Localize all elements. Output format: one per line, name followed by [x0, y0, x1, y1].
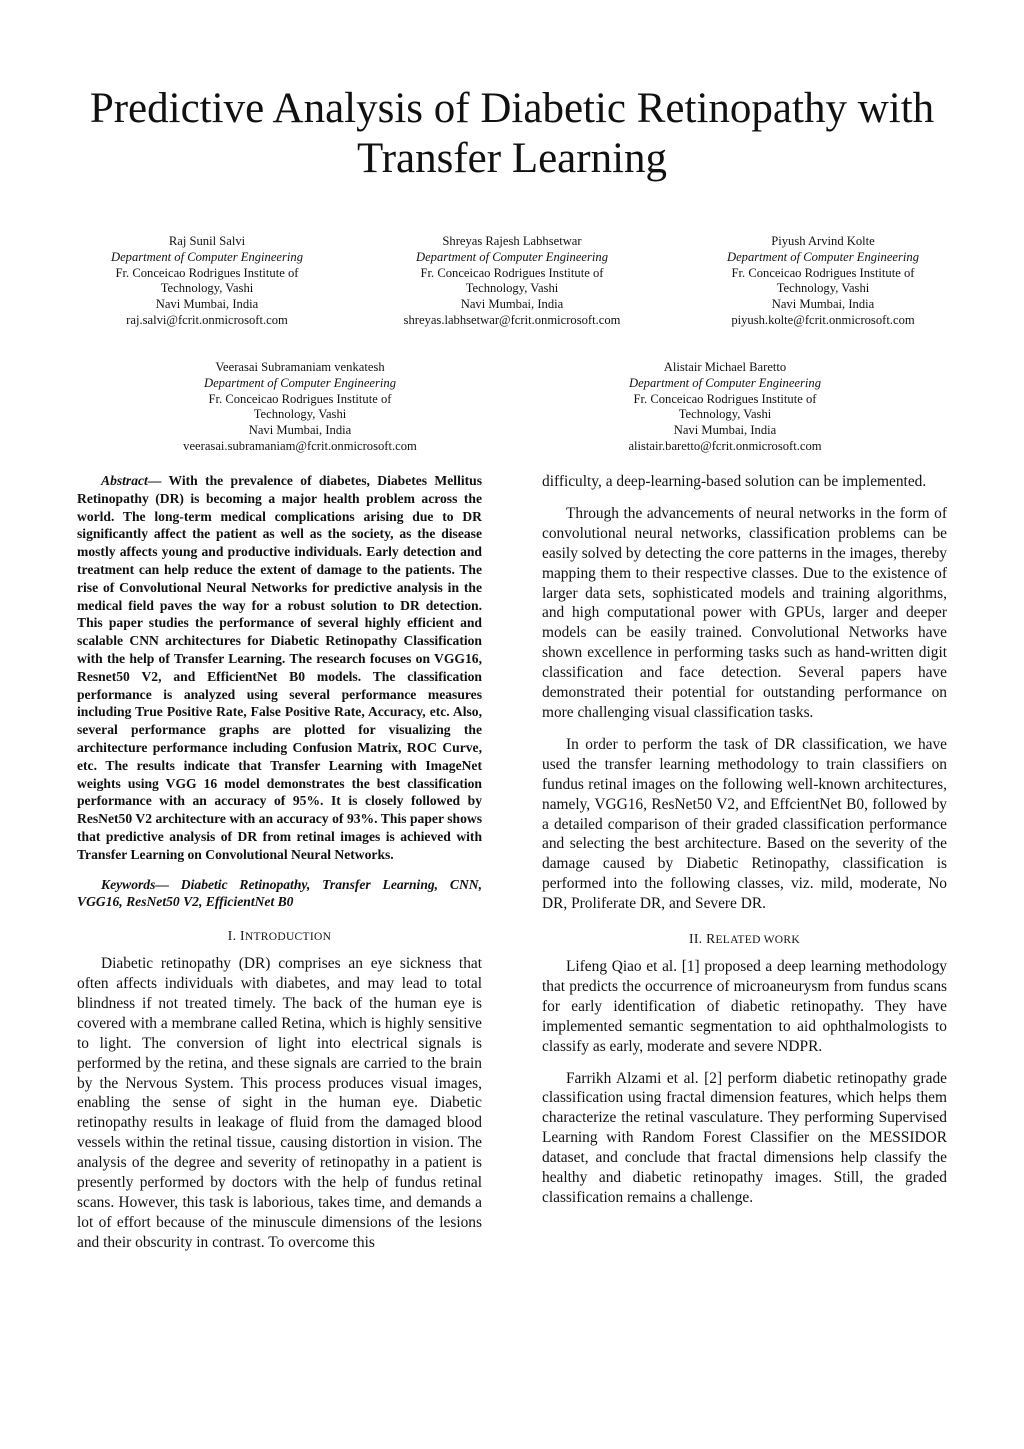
abstract [77, 472, 482, 864]
section-number: II. [689, 931, 703, 947]
author-inst: Technology, Vashi [678, 407, 772, 422]
left-column [77, 472, 482, 1265]
author-block-5 [575, 360, 875, 455]
author-email[interactable]: shreyas.labhsetwar@fcrit.onmicrosoft.com [403, 312, 621, 327]
abstract-lead: Abstract— [101, 473, 162, 488]
section-title-first: I [240, 928, 245, 944]
author-name: Shreyas Rajesh Labhsetwar [442, 234, 582, 248]
intro-paragraph-3: In order to perform the task of DR classification, we have used the transfer learning methodology to train classifiers on fundus retinal images on the following well-known architectures, namely, VGG16, ResNet50 V2, and EffcientNet B0, followed by a detailed comparison of their graded classification performance and selecting the best architecture. Based on the severity of the damage caused by Diabetic Retinopathy, classification is performed into the following classes, viz. mild, moderate, No DR, Proliferate DR, and Severe DR. [542, 735, 947, 913]
author-inst: Fr. Conceicao Rodrigues Institute of [633, 391, 817, 406]
author-inst: Fr. Conceicao Rodrigues Institute of [208, 391, 392, 406]
author-inst: Fr. Conceicao Rodrigues Institute of [731, 265, 915, 280]
author-location: Navi Mumbai, India [155, 297, 259, 312]
paper-title [60, 84, 964, 184]
author-dept: Department of Computer Engineering [110, 249, 304, 264]
author-name: Piyush Arvind Kolte [771, 234, 875, 248]
section-title-rest: ELATED WORK [715, 934, 800, 947]
keywords: Keywords— Diabetic Retinopathy, Transfer Learning, CNN, VGG16, ResNet50 V2, EfficientNet B0 [77, 876, 482, 910]
author-dept: Department of Computer Engineering [203, 375, 397, 390]
section-title-first: R [706, 931, 716, 947]
author-email[interactable]: raj.salvi@fcrit.onmicrosoft.com [126, 312, 288, 327]
author-dept: Department of Computer Engineering [726, 249, 920, 264]
author-name: Alistair Michael Baretto [663, 360, 787, 374]
intro-paragraph-2: Through the advancements of neural networks in the form of convolutional neural networks, classification problems can be easily solved by detecting the core patterns in the images, thereby mapping them to their respective classes. Due to the existence of larger data sets, sophisticated models and training algorithms, and high computational power with GPUs, larger and deeper models can be easily trained. Convolutional Networks have shown excellence in performing tasks such as hand-written digit classification and face detection. Several papers have demonstrated their potential for outstanding performance on more challenging visual classification tasks. [542, 504, 947, 721]
related-paragraph-1: Lifeng Qiao et al. [1] proposed a deep learning methodology that predicts the occurrence of microaneurysm from fundus scans for early identification of diabetic retinopathy. They have implemented semantic segmentation to aid ophthalmologists to classify as early, moderate and severe NDPR. [542, 958, 947, 1055]
author-inst: Fr. Conceicao Rodrigues Institute of [115, 265, 299, 280]
author-inst: Technology, Vashi [776, 281, 870, 296]
author-name: Veerasai Subramaniam venkatesh [215, 360, 385, 374]
author-inst: Technology, Vashi [160, 281, 254, 296]
author-inst: Technology, Vashi [253, 407, 347, 422]
author-email[interactable]: alistair.baretto@fcrit.onmicrosoft.com [628, 438, 822, 453]
author-inst: Technology, Vashi [465, 281, 559, 296]
author-name: Raj Sunil Salvi [168, 234, 246, 248]
author-location: Navi Mumbai, India [673, 423, 777, 438]
author-block-1 [57, 234, 357, 329]
right-column [542, 472, 947, 1220]
author-inst: Fr. Conceicao Rodrigues Institute of [420, 265, 604, 280]
author-email[interactable]: veerasai.subramaniam@fcrit.onmicrosoft.com [183, 438, 417, 453]
section-heading-introduction [77, 927, 482, 946]
related-paragraph-2: Farrikh Alzami et al. [2] perform diabetic retinopathy grade classification using fractal dimension features, which helps them characterize the retinal vasculature. They performing Supervised Learning with Random Forest Classifier on the MESSIDOR dataset, and conclude that fractal dimensions help classify the healthy and diabetic retinopathy images. Still, the graded classification remains a challenge. [542, 1069, 947, 1206]
author-location: Navi Mumbai, India [771, 297, 875, 312]
title-line-1: Predictive Analysis of Diabetic Retinopathy with [89, 85, 935, 132]
author-block-3 [673, 234, 973, 329]
author-block-4 [150, 360, 450, 455]
author-location: Navi Mumbai, India [248, 423, 352, 438]
author-block-2 [362, 234, 662, 329]
abstract-text: With the prevalence of diabetes, Diabetes Mellitus Retinopathy (DR) is becoming a major health problem across the world. The long-term medical complications arising due to DR significantly affect the patient as well as the society, as the disease mostly affects young and productive individuals. Early detection and treatment can help reduce the extent of damage to the patients. The rise of Convolutional Neural Networks for predictive analysis in the medical field paves the way for a robust solution to DR detection. This paper studies the performance of several highly efficient and scalable CNN architectures for Diabetic Retinopathy Classification with the help of Transfer Learning. The research focuses on VGG16, Resnet50 V2, and EfficientNet B0 models. The classification performance is analyzed using several performance measures including True Positive Rate, False Positive Rate, Accuracy, etc. Also, several performance graphs are plotted for visualizing the architecture performance including Confusion Matrix, ROC Curve, etc. The results indicate that Transfer Learning with ImageNet weights using VGG 16 model demonstrates the best classification performance with an accuracy of 95%. It is closely followed by ResNet50 V2 architecture with an accuracy of 93%. This paper shows that predictive analysis of DR from retinal images is achieved with Transfer Learning on Convolutional Neural Networks. [77, 473, 482, 862]
section-heading-related-work [542, 930, 947, 949]
title-line-2: Transfer Learning [356, 135, 668, 182]
intro-paragraph-1: Diabetic retinopathy (DR) comprises an eye sickness that often affects individuals with diabetes, and may lead to total blindness if not treated timely. The back of the human eye is covered with a membrane called Retina, which is highly sensitive to light. The conversion of light into electrical signals is performed by the retina, and these signals are carried to the brain by the Nervous System. This process produces visual images, enabling the sense of sight in the human eye. Diabetic retinopathy results in leakage of fluid from the damaged blood vessels within the retinal tissue, causing distortion in vision. The analysis of the degree and severity of retinopathy in a patient is presently performed by doctors with the help of fundus retinal scans. However, this task is laborious, takes time, and demands a lot of effort because of the minuscule dimensions of the lesions and their obscurity in contrast. To overcome this [77, 955, 482, 1251]
author-dept: Department of Computer Engineering [628, 375, 822, 390]
author-email[interactable]: piyush.kolte@fcrit.onmicrosoft.com [731, 312, 915, 327]
section-number: I. [227, 928, 237, 944]
author-dept: Department of Computer Engineering [415, 249, 609, 264]
author-location: Navi Mumbai, India [460, 297, 564, 312]
intro-paragraph-1-continued: difficulty, a deep-learning-based solution can be implemented. [542, 473, 927, 490]
section-title-rest: NTRODUCTION [244, 931, 332, 944]
